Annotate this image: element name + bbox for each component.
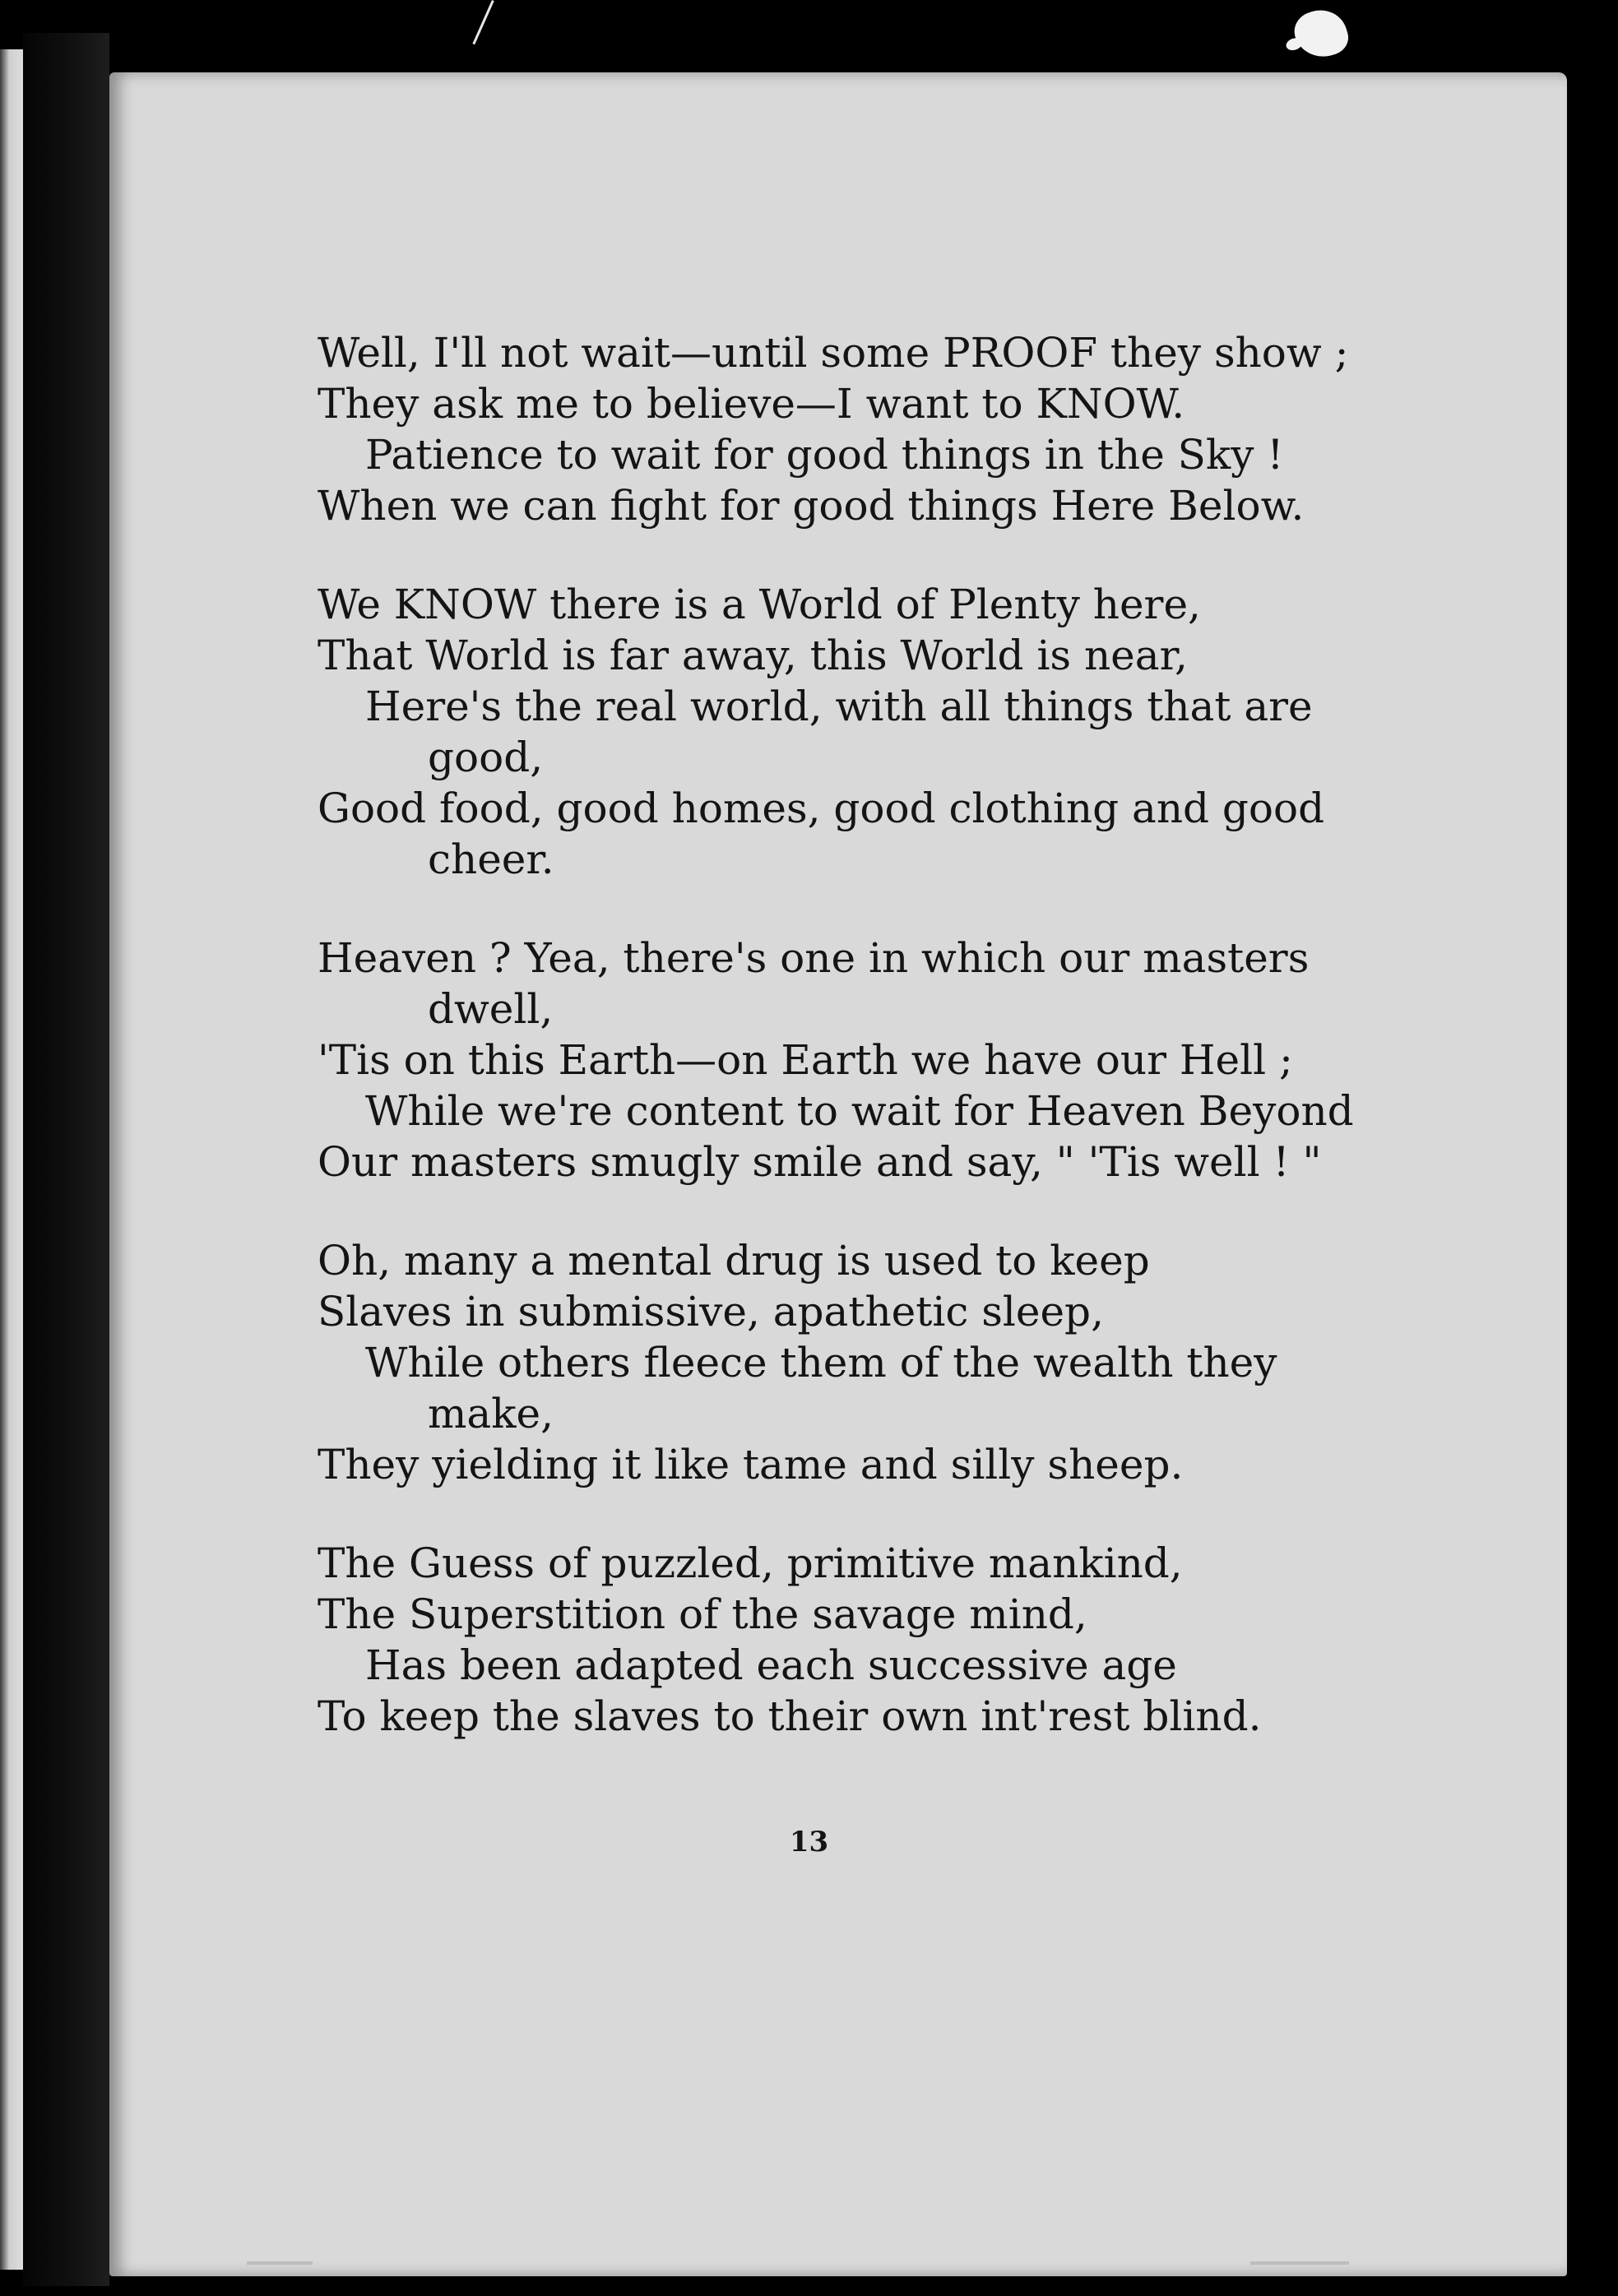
poem-line: While others fleece them of the wealth they — [365, 1339, 1277, 1386]
poem-line: The Guess of puzzled, primitive mankind, — [318, 1539, 1183, 1587]
poem-text — [318, 327, 1403, 1789]
poem-line: That World is far away, this World is near, — [318, 632, 1188, 679]
stanza — [318, 579, 1403, 885]
poem-line: 'Tis on this Earth—on Earth we have our Hell ; — [318, 1036, 1293, 1084]
poem-line: Slaves in submissive, apathetic sleep, — [318, 1288, 1104, 1335]
poem-line: Well, I'll not wait—until some PROOF they show ; — [318, 329, 1349, 377]
scan-artifact — [1250, 2261, 1349, 2265]
paper-tear-mark — [1290, 3, 1353, 64]
stanza — [318, 1235, 1403, 1490]
poem-line: To keep the slaves to their own int'rest blind. — [318, 1692, 1262, 1740]
poem-line: Oh, many a mental drug is used to keep — [318, 1237, 1150, 1285]
scan-artifact — [247, 2261, 313, 2265]
scan-scratch-mark — [472, 0, 494, 44]
poem-line: dwell, — [428, 985, 554, 1033]
poem-line: make, — [428, 1390, 554, 1437]
poem-line: The Superstition of the savage mind, — [318, 1590, 1087, 1638]
poem-line: cheer. — [428, 836, 554, 883]
stanza — [318, 1538, 1403, 1742]
page-number: 13 — [789, 1826, 829, 1859]
poem-line: They ask me to believe—I want to KNOW. — [318, 380, 1185, 428]
poem-line: We KNOW there is a World of Plenty here, — [318, 581, 1201, 628]
book-spine-shadow — [23, 33, 109, 2286]
poem-line: When we can fight for good things Here Below. — [318, 482, 1305, 530]
poem-line: Here's the real world, with all things that are — [365, 683, 1313, 730]
poem-line: Heaven ? Yea, there's one in which our masters — [318, 934, 1310, 982]
stanza — [318, 933, 1403, 1187]
stanza — [318, 327, 1403, 531]
previous-page-edge — [0, 49, 23, 2270]
poem-line: While we're content to wait for Heaven Beyond — [365, 1087, 1354, 1135]
poem-line: Good food, good homes, good clothing and good — [318, 785, 1325, 832]
poem-line: good, — [428, 734, 544, 781]
poem-line: They yielding it like tame and silly sheep. — [318, 1441, 1184, 1488]
poem-line: Has been adapted each successive age — [365, 1641, 1177, 1689]
poem-line: Our masters smugly smile and say, " 'Tis well ! " — [318, 1138, 1322, 1186]
poem-line: Patience to wait for good things in the Sky ! — [365, 431, 1284, 479]
